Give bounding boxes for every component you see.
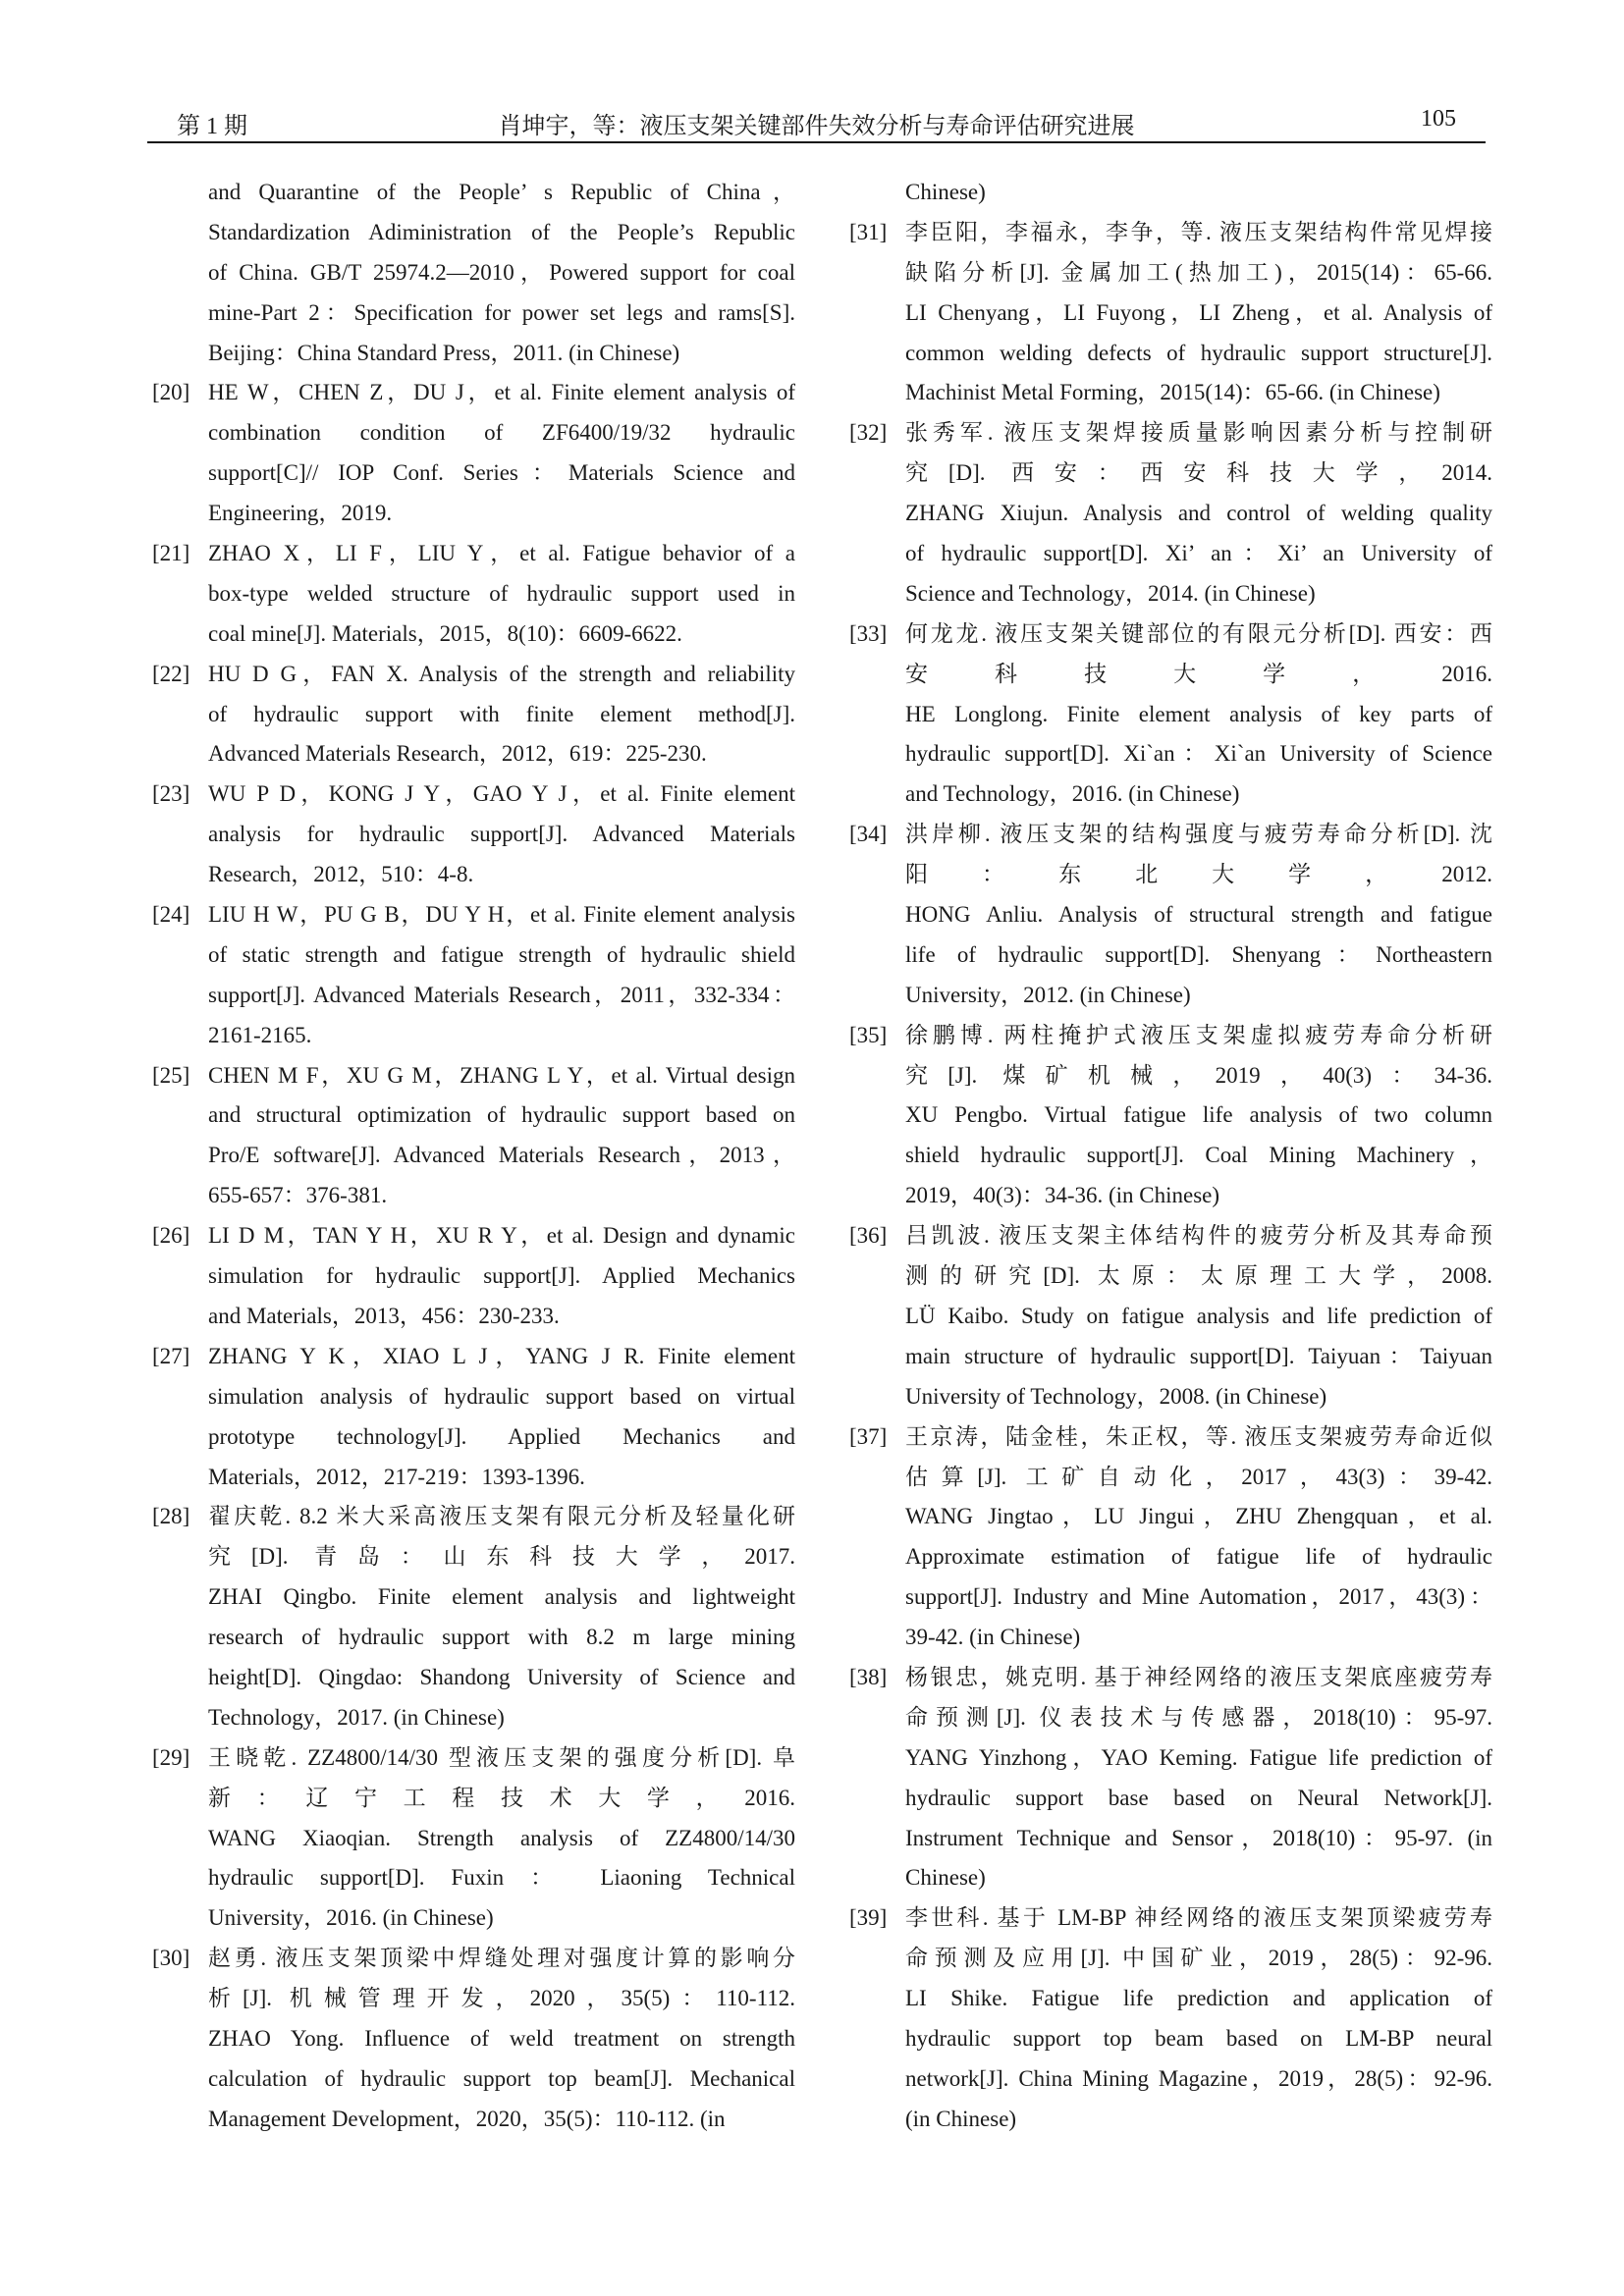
reference-entry xyxy=(844,1417,1492,1658)
reference-number: [31] xyxy=(849,219,888,244)
reference-line: Standardization Adiministration of the People’s Republic xyxy=(208,219,795,244)
reference-line: WANG Jingtao，LU Jingui，ZHU Zhengquan，et al. xyxy=(905,1504,1492,1529)
reference-line: research of hydraulic support with 8.2 m large mining xyxy=(208,1625,795,1650)
reference-number: [29] xyxy=(152,1744,190,1770)
reference-line: LIU H W，PU G B，DU Y H，et al. Finite element analysis xyxy=(208,902,795,928)
reference-number: [22] xyxy=(152,661,190,686)
reference-number: [21] xyxy=(152,541,190,566)
reference-line: Management Development，2020，35(5)：110-112. (in xyxy=(208,2106,726,2131)
reference-line: ZHAO Yong. Influence of weld treatment on strength xyxy=(208,2025,795,2051)
reference-line: 张秀军. 液压支架焊接质量影响因素分析与控制研 xyxy=(905,420,1492,446)
left-column-references xyxy=(147,173,795,2140)
reference-line: (in Chinese) xyxy=(905,2106,1017,2131)
reference-entry xyxy=(844,1216,1492,1416)
reference-line: 究[J]. 煤矿机械，2019，40(3)：34-36. xyxy=(905,1062,1492,1088)
reference-entry xyxy=(147,895,795,1056)
reference-entry xyxy=(147,534,795,655)
reference-line: WU P D，KONG J Y，GAO Y J，et al. Finite element xyxy=(208,781,795,807)
reference-line: Research，2012，510：4-8. xyxy=(208,862,474,887)
reference-line: simulation for hydraulic support[J]. Applied Mechanics xyxy=(208,1263,795,1289)
reference-line: LI D M，TAN Y H，XU R Y，et al. Design and dynamic xyxy=(208,1223,795,1249)
reference-line: main structure of hydraulic support[D]. Taiyuan：Taiyuan xyxy=(905,1343,1492,1368)
reference-line: combination condition of ZF6400/19/32 hydraulic xyxy=(208,420,795,446)
reference-line: Materials，2012，217-219：1393-1396. xyxy=(208,1464,585,1489)
reference-entry xyxy=(844,213,1492,413)
reference-entry xyxy=(844,173,1492,213)
reference-line: coal mine[J]. Materials，2015，8(10)：6609-6622. xyxy=(208,620,682,646)
reference-number: [27] xyxy=(152,1343,190,1368)
reference-line: shield hydraulic support[J]. Coal Mining Machinery， xyxy=(905,1143,1492,1168)
reference-entry xyxy=(147,774,795,895)
reference-number: [33] xyxy=(849,620,888,646)
reference-number: [25] xyxy=(152,1062,190,1088)
reference-line: University，2016. (in Chinese) xyxy=(208,1905,494,1931)
reference-line: University of Technology，2008. (in Chinese) xyxy=(905,1383,1327,1409)
running-title: 肖坤宇，等：液压支架关键部件失效分析与寿命评估研究进展 xyxy=(498,114,1135,139)
reference-line: 究[D]. 西安：西安科技大学，2014. xyxy=(905,460,1492,486)
reference-line: 洪岸柳. 液压支架的结构强度与疲劳寿命分析[D]. 沈 xyxy=(905,822,1492,847)
reference-line: 王京涛，陆金桂，朱正权，等. 液压支架疲劳寿命近似 xyxy=(905,1423,1492,1449)
reference-number: [23] xyxy=(152,781,190,807)
reference-line: hydraulic support[D]. Xi`an：Xi`an University of Science xyxy=(905,741,1492,767)
reference-line: 何龙龙. 液压支架关键部位的有限元分析[D]. 西安：西 xyxy=(905,620,1492,646)
reference-line: 杨银忠，姚克明. 基于神经网络的液压支架底座疲劳寿 xyxy=(905,1664,1492,1689)
reference-line: of static strength and fatigue strength of hydraulic shield xyxy=(208,941,795,967)
reference-line: 徐鹏博. 两柱掩护式液压支架虚拟疲劳寿命分析研 xyxy=(905,1022,1492,1047)
reference-entry xyxy=(844,1016,1492,1216)
reference-line: of hydraulic support with finite element method[J]. xyxy=(208,701,795,726)
reference-line: HU D G，FAN X. Analysis of the strength and reliability xyxy=(208,661,795,686)
reference-line: Technology，2017. (in Chinese) xyxy=(208,1704,505,1730)
reference-number: [36] xyxy=(849,1223,888,1249)
reference-line: support[C]// IOP Conf. Series：Materials Science and xyxy=(208,460,795,486)
reference-line: hydraulic support[D]. Fuxin ： Liaoning Technical xyxy=(208,1865,795,1891)
reference-entry xyxy=(147,1216,795,1337)
reference-number: [26] xyxy=(152,1223,190,1249)
reference-entry xyxy=(147,1056,795,1217)
reference-entry xyxy=(147,1497,795,1737)
reference-line: 究[D]. 青岛：山东科技大学，2017. xyxy=(208,1544,795,1570)
reference-line: HE W，CHEN Z，DU J，et al. Finite element analysis of xyxy=(208,380,795,405)
reference-number: [38] xyxy=(849,1664,888,1689)
reference-line: 析[J]. 机械管理开发，2020，35(5)：110-112. xyxy=(208,1986,795,2011)
reference-line: Pro/E software[J]. Advanced Materials Research，2013， xyxy=(208,1143,795,1168)
reference-line: prototype technology[J]. Applied Mechanics and xyxy=(208,1423,795,1449)
reference-line: HE Longlong. Finite element analysis of key parts of xyxy=(905,701,1492,726)
reference-line: 王晓乾. ZZ4800/14/30 型液压支架的强度分析[D]. 阜 xyxy=(208,1744,795,1770)
reference-number: [37] xyxy=(849,1423,888,1449)
reference-line: and Materials，2013，456：230-233. xyxy=(208,1303,560,1328)
reference-number: [24] xyxy=(152,902,190,928)
reference-line: and Quarantine of the People’ s Republic of China， xyxy=(208,180,795,204)
reference-line: 翟庆乾. 8.2 米大采高液压支架有限元分析及轻量化研 xyxy=(208,1504,795,1529)
reference-line: 李臣阳，李福永，李争，等. 液压支架结构件常见焊接 xyxy=(905,219,1492,244)
reference-line: 命预测及应用[J]. 中国矿业，2019，28(5)：92-96. xyxy=(905,1946,1492,1971)
reference-line: 估算[J]. 工矿自动化，2017，43(3)：39-42. xyxy=(905,1464,1492,1489)
reference-line: life of hydraulic support[D]. Shenyang：Northeastern xyxy=(905,941,1492,967)
reference-line: Engineering，2019. xyxy=(208,501,393,526)
reference-line: ZHAO X，LI F，LIU Y，et al. Fatigue behavior of a xyxy=(208,541,795,566)
reference-line: network[J]. China Mining Magazine，2019，28(5)：92-96. xyxy=(905,2065,1492,2091)
reference-line: XU Pengbo. Virtual fatigue life analysis of two column xyxy=(905,1102,1492,1128)
reference-line: 安科技大学，2016. xyxy=(905,661,1492,686)
reference-entry xyxy=(147,1939,795,2139)
issue-number: 第 1 期 xyxy=(177,114,247,139)
reference-line: YANG Yinzhong，YAO Keming. Fatigue life prediction of xyxy=(905,1744,1492,1770)
reference-line: LÜ Kaibo. Study on fatigue analysis and life prediction of xyxy=(905,1303,1492,1328)
reference-line: Approximate estimation of fatigue life of hydraulic xyxy=(905,1544,1492,1570)
reference-line: Chinese) xyxy=(905,1865,986,1891)
reference-line: LI Shike. Fatigue life prediction and application of xyxy=(905,1986,1492,2011)
reference-line: ZHAI Qingbo. Finite element analysis and lightweight xyxy=(208,1584,795,1610)
reference-entry xyxy=(147,173,795,373)
reference-entry xyxy=(844,1898,1492,2139)
reference-number: [35] xyxy=(849,1022,888,1047)
reference-line: ZHANG Y K，XIAO L J，YANG J R. Finite element xyxy=(208,1343,795,1368)
right-column-references xyxy=(844,173,1492,2140)
reference-number: [32] xyxy=(849,420,888,446)
reference-line: University，2012. (in Chinese) xyxy=(905,982,1191,1007)
reference-line: box-type welded structure of hydraulic support used in xyxy=(208,580,795,606)
reference-line: support[J]. Industry and Mine Automation，2017，43(3)： xyxy=(905,1584,1492,1610)
reference-line: calculation of hydraulic support top beam[J]. Mechanical xyxy=(208,2065,795,2091)
reference-line: and structural optimization of hydraulic support based on xyxy=(208,1102,795,1128)
reference-line: hydraulic support base based on Neural Network[J]. xyxy=(905,1785,1492,1810)
reference-line: analysis for hydraulic support[J]. Advanced Materials xyxy=(208,822,795,847)
reference-line: 2019，40(3)：34-36. (in Chinese) xyxy=(905,1183,1220,1208)
reference-line: 赵勇. 液压支架顶梁中焊缝处理对强度计算的影响分 xyxy=(208,1946,795,1971)
reference-entry xyxy=(147,373,795,534)
reference-entry xyxy=(147,1337,795,1498)
reference-line: 测的研究[D]. 太原：太原理工大学，2008. xyxy=(905,1263,1492,1289)
reference-number: [20] xyxy=(152,380,190,405)
reference-line: CHEN M F，XU G M，ZHANG L Y，et al. Virtual design xyxy=(208,1062,795,1088)
reference-line: Instrument Technique and Sensor，2018(10)：95-97. (in xyxy=(905,1825,1492,1850)
reference-entry xyxy=(844,614,1492,815)
reference-entry xyxy=(844,1658,1492,1898)
reference-entry xyxy=(147,1738,795,1939)
page-number: 105 xyxy=(1421,106,1456,132)
reference-line: and Technology，2016. (in Chinese) xyxy=(905,781,1240,807)
reference-line: 新：辽宁工程技术大学，2016. xyxy=(208,1785,795,1810)
reference-line: LI Chenyang，LI Fuyong，LI Zheng，et al. Analysis of xyxy=(905,299,1492,325)
reference-line: Chinese) xyxy=(905,180,986,204)
reference-line: Science and Technology，2014. (in Chinese) xyxy=(905,580,1316,606)
reference-line: 命预测[J]. 仪表技术与传感器，2018(10)：95-97. xyxy=(905,1704,1492,1730)
reference-number: [30] xyxy=(152,1946,190,1971)
reference-line: ZHANG Xiujun. Analysis and control of welding quality xyxy=(905,501,1492,526)
reference-entry xyxy=(844,815,1492,1015)
reference-line: height[D]. Qingdao: Shandong University of Science and xyxy=(208,1664,795,1689)
reference-number: [34] xyxy=(849,822,888,847)
reference-line: simulation analysis of hydraulic support based on virtual xyxy=(208,1383,795,1409)
reference-line: hydraulic support top beam based on LM-BP neural xyxy=(905,2025,1492,2051)
reference-line: HONG Anliu. Analysis of structural strength and fatigue xyxy=(905,902,1492,928)
reference-line: mine-Part 2：Specification for power set legs and rams[S]. xyxy=(208,299,795,325)
reference-line: Beijing：China Standard Press，2011. (in Chinese) xyxy=(208,340,680,365)
reference-entry xyxy=(147,655,795,775)
reference-line: 阳：东北大学，2012. xyxy=(905,862,1492,887)
reference-entry xyxy=(844,413,1492,614)
reference-line: Machinist Metal Forming，2015(14)：65-66. (in Chinese) xyxy=(905,380,1440,405)
reference-line: of China. GB/T 25974.2—2010，Powered support for coal xyxy=(208,259,795,285)
reference-line: 39-42. (in Chinese) xyxy=(905,1625,1081,1650)
reference-line: support[J]. Advanced Materials Research，2011，332-334： xyxy=(208,982,795,1007)
reference-line: 2161-2165. xyxy=(208,1022,312,1047)
reference-line: Advanced Materials Research，2012，619：225-230. xyxy=(208,741,707,767)
reference-line: of hydraulic support[D]. Xi’ an：Xi’ an University of xyxy=(905,541,1492,566)
reference-line: 655-657：376-381. xyxy=(208,1183,388,1208)
reference-number: [39] xyxy=(849,1905,888,1931)
reference-line: 吕凯波. 液压支架主体结构件的疲劳分析及其寿命预 xyxy=(905,1223,1492,1249)
reference-number: [28] xyxy=(152,1504,190,1529)
reference-line: WANG Xiaoqian. Strength analysis of ZZ4800/14/30 xyxy=(208,1825,795,1850)
running-header xyxy=(147,102,1486,143)
reference-line: 李世科. 基于 LM-BP 神经网络的液压支架顶梁疲劳寿 xyxy=(905,1905,1492,1931)
reference-line: common welding defects of hydraulic support structure[J]. xyxy=(905,340,1492,365)
reference-line: 缺陷分析[J]. 金属加工(热加工)，2015(14)：65-66. xyxy=(905,259,1492,285)
